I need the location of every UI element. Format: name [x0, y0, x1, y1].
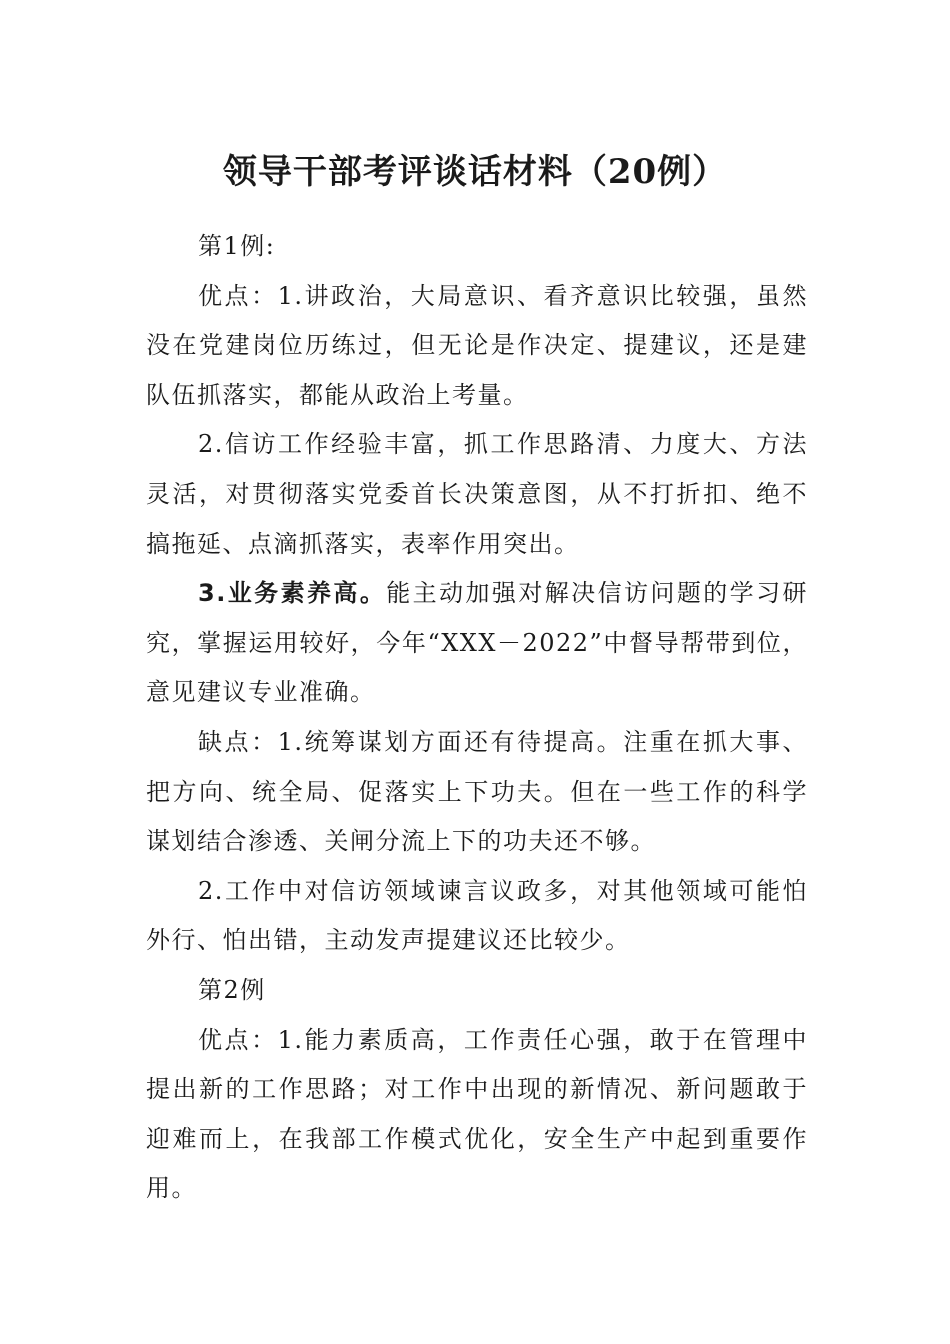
paragraph-weakness-1: 缺点：1.统筹谋划方面还有待提高。注重在抓大事、把方向、统全局、促落实上下功夫。但在一些工作的科学谋划结合渗透、关闸分流上下的功夫还不够。: [146, 727, 808, 856]
paragraph-strength-1: 优点：1.讲政治，大局意识、看齐意识比较强，虽然没在党建岗位历练过，但无论是作决定、提建议，还是建队伍抓落实，都能从政治上考量。: [146, 281, 808, 409]
paragraph-strength-3-lead: 3.业务素养高。: [198, 579, 387, 608]
paragraph-strength-3-text: 能主动加强对解决信访问题的学习研究，掌握运用较好，今年“XXX－2022”中督导帮带到位，意见建议专业准确。: [146, 579, 808, 707]
paragraph-example-2-heading: 第2例: [198, 975, 266, 1004]
document-body: [146, 222, 808, 1214]
document-title: 领导干部考评谈话材料（20例）: [222, 152, 728, 192]
paragraph-weakness-2: 2.工作中对信访领域谏言议政多，对其他领域可能怕外行、怕出错，主动发声提建议还比较少。: [146, 876, 808, 955]
paragraph-strength-3: [146, 569, 808, 718]
paragraph-example-2-strength-1: 优点：1.能力素质高，工作责任心强，敢于在管理中提出新的工作思路；对工作中出现的新情况、新问题敢于迎难而上，在我部工作模式优化，安全生产中起到重要作用。: [146, 1025, 808, 1203]
paragraph-example-1-heading: 第1例:: [198, 232, 276, 260]
paragraph-strength-2: 2.信访工作经验丰富，抓工作思路清、力度大、方法灵活，对贯彻落实党委首长决策意图，从不打折扣、绝不搞拖延、点滴抓落实，表率作用突出。: [146, 430, 808, 558]
